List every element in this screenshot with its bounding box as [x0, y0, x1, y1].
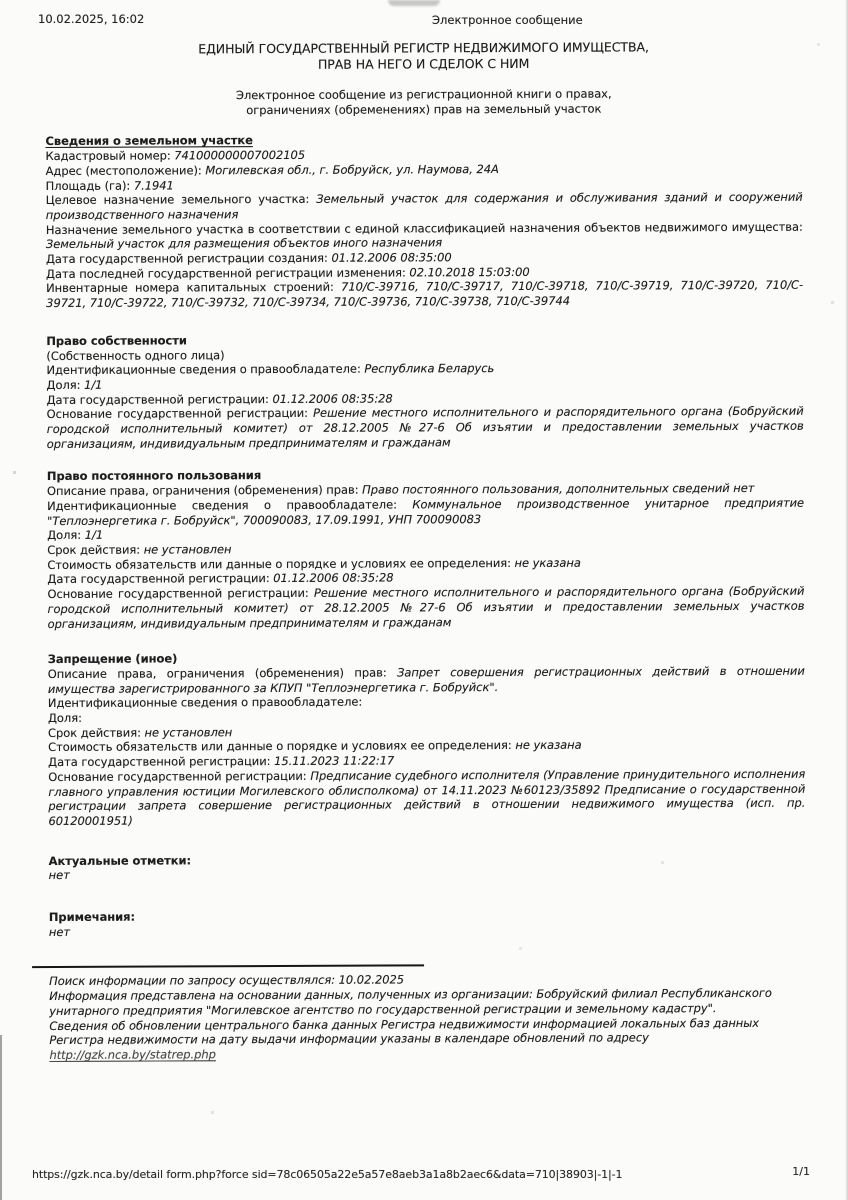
field-label: Целевое назначение земельного участка: — [45, 192, 310, 208]
scan-speckles — [0, 0, 1, 1]
section-notes — [49, 907, 806, 940]
info-source-line: Информация представлена на основании данных, полученных из организации: Бобруйский филиал Республиканского унитарного предприятия "Могилевское агентство по государственной регистрации и земельному кадастру". — [49, 985, 772, 1018]
notes-value: нет — [48, 924, 71, 939]
search-date-label: Поиск информации по запросу осуществлялся: — [49, 973, 336, 989]
field-label: Адрес (местоположение): — [45, 163, 202, 178]
field-value: 01.12.2006 08:35:28 — [273, 570, 394, 586]
field-value: не указана — [514, 555, 581, 570]
field-value: Земельный участок для содержания и обслуживания зданий и сооружений производственного назначения — [45, 189, 803, 222]
registry-subtitle-line2: ограничениях (обременениях) прав на земельный участок — [246, 101, 602, 117]
field-label: Описание права, ограничения (обременения) прав: — [46, 482, 359, 499]
field-value: 710/C-39716, 710/C-39717, 710/C-39718, 710/C-39719, 710/C-39720, 710/C-39721, 710/C-39722, 710/C-39732, 710/C-39734, 710/C-39736, 710/C-39738, 710/C-39744 — [46, 278, 804, 311]
registry-subtitle-line1: Электронное сообщение из регистрационной книги о правах, — [235, 86, 612, 103]
field-label: Основание государственной регистрации: — [48, 768, 307, 784]
field-label: Доля: — [46, 377, 81, 392]
registry-subtitle — [45, 86, 802, 119]
registry-title-line1: ЕДИНЫЙ ГОСУДАРСТВЕННЫЙ РЕГИСТР НЕДВИЖИМОГО ИМУЩЕСТВА, — [198, 39, 649, 57]
update-info-line: Сведения об обновлении центрального банка данных Регистра недвижимости информацией локальных баз данных Регистра недвижимости на дату выдачи информации указаны в календаре обновлений по адресу — [49, 1015, 760, 1048]
field-value: 1/1 — [84, 377, 103, 392]
field-registration-basis — [47, 404, 804, 451]
print-datetime: 10.02.2025, 16:02 — [38, 12, 145, 26]
field-purpose — [46, 190, 803, 223]
field-value: Решение местного исполнительного и распорядительного органа (Бобруйский городской исполнительный комитет) от 28.12.2005 №27-6 Об изъятии и предоставлении земельных участков организациям, индивидуальным предпринимателям и гражданам — [46, 404, 804, 451]
section-actual-marks-heading: Актуальные отметки: — [48, 853, 192, 868]
section-notes-heading: Примечания: — [48, 909, 136, 925]
search-date-value: 10.02.2025 — [338, 972, 405, 988]
field-label: Дата государственной регистрации: — [47, 571, 270, 587]
field-value: Земельный участок для размещения объектов иного назначения — [45, 235, 443, 252]
field-value: Предписание судебного исполнителя (Управление принудительного исполнения главного управления юстиции Могилевского облисполкома) от 14.11.2023 №60123/35892 Предписание о государственной регистрации запрета совершение регистрационных действий в отношении недвижимого имущества (исп. пр. 60120001951) — [48, 766, 806, 828]
field-value: 15.11.2023 11:22:17 — [274, 753, 395, 769]
registry-title — [45, 39, 802, 74]
field-value: 741000000007002105 — [174, 147, 306, 163]
field-label: Идентификационные сведения о правообладателе: — [47, 694, 363, 711]
field-value: 01.12.2006 08:35:00 — [331, 250, 452, 265]
actual-marks-value: нет — [48, 868, 70, 883]
field-value: 1/1 — [84, 528, 104, 543]
field-label: Идентификационные сведения о правообладателе: — [47, 497, 397, 513]
field-label: Стоимость обязательств или данные о порядке и условиях ее определения: — [47, 555, 511, 572]
field-value: не установлен — [144, 724, 233, 740]
field-label: Основание государственной регистрации: — [47, 585, 309, 602]
document-body — [45, 33, 806, 1063]
field-label: Основание государственной регистрации: — [46, 406, 308, 422]
section-permanent-use-heading: Право постоянного пользования — [46, 468, 262, 484]
field-value: Решение местного исполнительного и распорядительного органа (Бобруйский городской исполнительный комитет) от 28.12.2005 №27-6 Об изъятии и предоставлении земельных участков организациям, индивидуальным предпринимателям и гражданам — [47, 583, 805, 631]
field-label: Описание права, ограничения (обременения) прав: — [47, 665, 387, 681]
print-header — [0, 10, 848, 28]
field-label: Стоимость обязательств или данные о порядке и условиях ее определения: — [48, 738, 512, 755]
print-doc-name: Электронное сообщение — [432, 13, 583, 27]
section-info-footer — [49, 963, 806, 1063]
field-value: 02.10.2018 15:03:00 — [409, 264, 530, 280]
field-value: 01.12.2006 08:35:28 — [272, 391, 393, 406]
field-label: Инвентарные номера капитальных строений: — [46, 280, 334, 296]
field-label: Дата последней государственной регистрации изменения: — [46, 265, 406, 281]
field-label: Доля: — [47, 528, 82, 543]
field-value: не установлен — [143, 542, 232, 557]
field-registration-basis — [47, 584, 804, 631]
section-ownership-heading: Право собственности — [46, 333, 187, 348]
field-label: Доля: — [47, 710, 82, 726]
section-prohibition — [48, 649, 806, 829]
field-label: Площадь (га): — [45, 178, 131, 193]
field-value: Республика Беларусь — [364, 361, 495, 376]
field-value: не указана — [515, 738, 582, 753]
section-permanent-use — [47, 466, 805, 631]
field-inventory-numbers — [46, 278, 803, 311]
section-parcel — [45, 131, 803, 311]
field-label: Срок действия: — [47, 542, 141, 557]
field-label: Назначение земельного участка в соответствии с единой классификацией назначения объектов недвижимого имущества: — [45, 219, 803, 237]
page-number: 1/1 — [792, 1165, 810, 1178]
field-label: Срок действия: — [48, 725, 141, 740]
field-value: Могилевская обл., г. Бобруйск, ул. Наумова, 24А — [205, 161, 499, 178]
ownership-type: (Собственность одного лица) — [46, 347, 225, 363]
field-label: Кадастровый номер: — [45, 148, 171, 164]
section-parcel-heading: Сведения о земельном участке — [45, 133, 253, 149]
field-value: Запрет совершения регистрационных действий в отношении имущества зарегистрированного за КПУП "Теплоэнергетика г. Бобруйск". — [47, 663, 805, 696]
field-value: Коммунальное производственное унитарное предприятие "Теплоэнергетика г. Бобруйск", 700090083, 17.09.1991, УНП 700090083 — [47, 495, 805, 528]
field-right-description — [48, 664, 805, 697]
field-value: 7.1941 — [133, 177, 174, 193]
print-footer — [0, 1165, 848, 1184]
registry-title-line2: ПРАВ НА НЕГО И СДЕЛОК С НИМ — [317, 55, 530, 72]
section-prohibition-heading: Запрещение (иное) — [47, 651, 178, 667]
field-label: Дата государственной регистрации создания: — [45, 250, 328, 267]
field-classification — [46, 219, 803, 252]
field-label: Дата государственной регистрации: — [46, 391, 269, 407]
field-label: Идентификационные сведения о правообладателе: — [46, 361, 361, 378]
statrep-link[interactable]: http://gzk.nca.by/statrep.php — [49, 1047, 216, 1062]
field-registration-basis — [48, 767, 805, 829]
section-ownership — [46, 331, 804, 452]
field-value: Право постоянного пользования, дополнительных сведений нет — [362, 481, 755, 497]
field-label: Дата государственной регистрации: — [48, 754, 271, 770]
scan-smudge — [388, 0, 440, 6]
separator-line — [32, 965, 424, 969]
print-footer-url: https://gzk.nca.by/detail form.php?force sid=78c06505a22e5a57e8aeb3a1a8b2aec6&data=710|38903|-1|-1 — [32, 1168, 623, 1181]
field-rights-holder — [47, 496, 804, 529]
section-actual-marks — [49, 850, 806, 883]
